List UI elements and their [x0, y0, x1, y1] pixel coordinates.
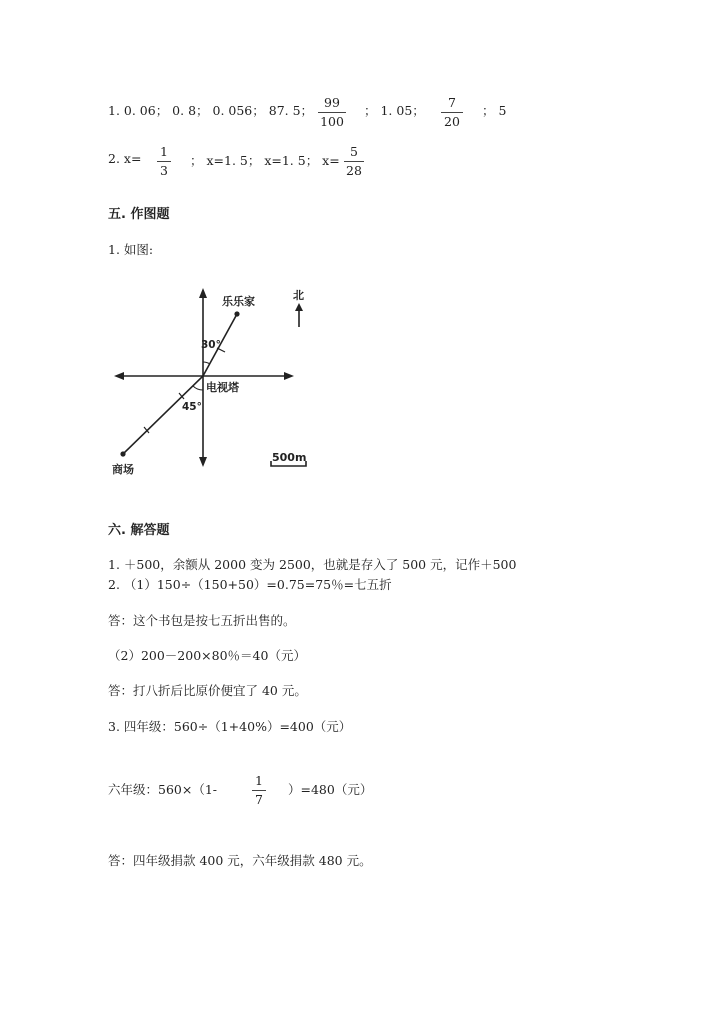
numerator: 7: [441, 97, 463, 113]
denominator: 20: [444, 113, 460, 129]
east-arrow-icon: [284, 372, 294, 380]
north-arrow-icon: [199, 288, 207, 298]
answer-6-3-conclusion: 答：四年级捐款 400 元，六年级捐款 480 元。: [108, 853, 372, 868]
answer-4-2-prefix: 2. x=: [108, 151, 142, 166]
fraction-99-100: [318, 97, 346, 128]
answer-4-1-mid: ； 1. 05；: [364, 103, 425, 118]
angle-arc-45: [193, 386, 203, 390]
fraction-1-3: [157, 146, 171, 177]
direction-diagram: [100, 278, 340, 483]
answer-6-2-2-conclusion: 答：打八折后比原价便宜了 40 元。: [108, 683, 307, 698]
west-arrow-icon: [114, 372, 124, 380]
lele-home-label: 乐乐家: [222, 295, 255, 308]
north-indicator-arrow-icon: [295, 303, 303, 311]
answer-6-1: 1. ＋500，余额从 2000 变为 2500，也就是存入了 500 元，记作＋500: [108, 557, 517, 572]
mall-point: [120, 451, 125, 456]
answer-6-3-grade4: 3. 四年级：560÷（1+40%）=400（元）: [108, 719, 352, 734]
answer-4-1-suffix: ； 5: [482, 103, 507, 118]
fraction-1-7: [252, 775, 266, 806]
answer-6-3-grade6-suffix: ）=480（元）: [288, 782, 373, 797]
numerator: 5: [344, 146, 364, 162]
south-arrow-icon: [199, 457, 207, 467]
section-6-title: 六. 解答题: [108, 523, 170, 538]
answer-6-2-2: （2）200－200×80％＝40（元）: [108, 648, 306, 663]
answer-6-2-1-conclusion: 答：这个书包是按七五折出售的。: [108, 613, 296, 628]
denominator: 100: [320, 113, 344, 129]
tv-tower-label: 电视塔: [206, 381, 239, 394]
angle-30-label: 30°: [201, 339, 221, 351]
answer-4-2-mid: ； x=1. 5； x=1. 5； x=: [190, 153, 340, 168]
mall-label: 商场: [112, 463, 134, 476]
denominator: 7: [255, 791, 263, 807]
line-to-mall: [123, 376, 203, 454]
answer-4-1-prefix: 1. 0. 06； 0. 8； 0. 056； 87. 5；: [108, 103, 314, 118]
scale-label: 500m: [272, 451, 307, 464]
north-label: 北: [293, 289, 304, 302]
numerator: 1: [252, 775, 266, 791]
item-5-1: 1. 如图:: [108, 242, 154, 257]
fraction-5-28: [344, 146, 364, 177]
denominator: 3: [160, 162, 168, 178]
denominator: 28: [346, 162, 362, 178]
section-5-title: 五. 作图题: [108, 207, 170, 222]
numerator: 99: [318, 97, 346, 113]
numerator: 1: [157, 146, 171, 162]
lele-home-point: [234, 311, 239, 316]
answer-6-3-grade6-prefix: 六年级：560×（1-: [108, 782, 218, 797]
angle-arc-30: [203, 362, 210, 364]
answer-6-2-1: 2. （1）150÷（150+50）=0.75=75％=七五折: [108, 577, 392, 592]
fraction-7-20: [441, 97, 463, 128]
angle-45-label: 45°: [182, 401, 202, 413]
